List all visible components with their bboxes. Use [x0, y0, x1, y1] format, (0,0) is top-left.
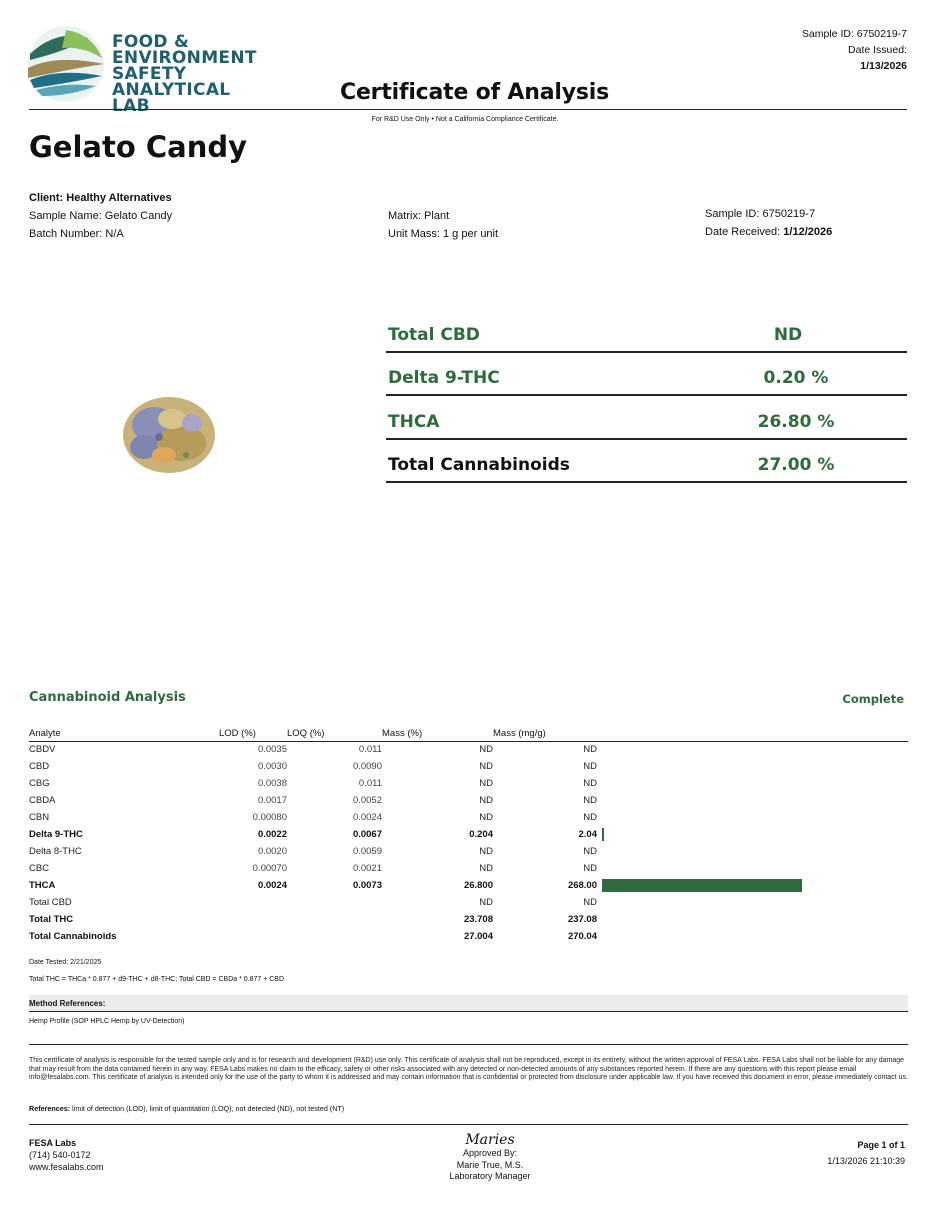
cell-bar — [597, 758, 908, 775]
cell-bar — [597, 877, 908, 894]
date-received: 1/12/2026 — [783, 226, 833, 238]
table-row — [29, 894, 908, 911]
company-website[interactable]: www.fesalabs.com — [29, 1162, 104, 1172]
table-row — [29, 826, 908, 843]
cell-loq: 0.0024 — [352, 812, 382, 823]
cell-loq: 0.0021 — [352, 863, 382, 874]
cell-loq — [287, 911, 382, 928]
cell-mass-mg: ND — [583, 795, 597, 806]
approved-by-label: Approved By: — [462, 1148, 518, 1158]
header-rule — [29, 109, 907, 110]
table-row — [29, 758, 908, 775]
cell-mass-pct: 23.708 — [463, 914, 493, 925]
cell-bar — [597, 860, 908, 877]
document-title: Certificate of Analysis — [340, 80, 609, 105]
cell-mass-pct: ND — [479, 744, 493, 756]
summary-label: Total Cannabinoids — [388, 455, 570, 475]
references-text: limit of detection (LOD), limit of quantitation (LOQ), not detected (ND), not tested (NT) — [72, 1104, 345, 1113]
sample-name: Sample Name: Gelato Candy — [29, 210, 173, 222]
unit-mass: Unit Mass: 1 g per unit — [388, 228, 499, 240]
cell-lod — [219, 911, 287, 928]
date-tested: Date Tested: 2/21/2025 — [29, 959, 102, 966]
cell-mass-pct: ND — [479, 778, 493, 789]
cell-loq: 0.0073 — [352, 880, 382, 891]
info-sample-id: Sample ID: 6750219-7 — [705, 208, 816, 220]
cell-loq — [287, 894, 382, 911]
analysis-title: Cannabinoid Analysis — [29, 690, 186, 705]
company-phone: (714) 540-0172 — [29, 1150, 91, 1160]
cell-bar — [597, 928, 908, 945]
cell-loq: 0.0067 — [352, 829, 382, 840]
cell-lod: 0.0020 — [257, 846, 287, 857]
cell-lod: 0.0022 — [257, 829, 287, 840]
mass-bar — [602, 828, 604, 841]
print-timestamp: 1/13/2026 21:10:39 — [827, 1156, 905, 1166]
cell-bar — [597, 843, 908, 860]
col-mass-mg: Mass (mg/g) — [493, 726, 597, 741]
document-subtitle: For R&D Use Only • Not a California Compliance Certificate. — [371, 116, 559, 123]
table-row — [29, 792, 908, 809]
summary-label: Delta 9-THC — [388, 368, 500, 388]
cell-lod: 0.00070 — [252, 863, 287, 874]
header-date-issued: 1/13/2026 — [860, 60, 907, 72]
cell-analyte: CBN — [29, 812, 50, 823]
table-row — [29, 911, 908, 928]
approver-name: Marie True, M.S. — [456, 1159, 524, 1170]
cell-bar — [597, 809, 908, 826]
cell-analyte: CBDA — [29, 795, 56, 806]
table-row — [29, 741, 908, 758]
cell-mass-mg: ND — [583, 863, 597, 874]
cell-loq: 0.011 — [358, 744, 382, 756]
header-date-issued-label: Date Issued: — [848, 44, 907, 56]
cell-lod: 0.0030 — [257, 761, 287, 772]
cell-mass-pct: ND — [479, 761, 493, 772]
summary-value: 26.80 % — [757, 412, 835, 432]
cell-bar — [597, 894, 908, 911]
cell-lod — [219, 928, 287, 945]
cell-mass-mg: 2.04 — [578, 829, 597, 840]
cell-mass-mg: ND — [583, 812, 597, 823]
cell-lod — [219, 894, 287, 911]
col-analyte: Analyte — [29, 726, 219, 741]
cell-analyte: CBC — [29, 863, 50, 874]
cell-loq: 0.011 — [358, 778, 382, 789]
cell-analyte: Total THC — [29, 914, 74, 925]
cell-analyte: THCA — [29, 880, 56, 891]
disclaimer: This certificate of analysis is responsible for the tested sample only and is for research and development (R&D) use only. This certificate of analysis shall not be reproduced, except in its entirety, without the written approval of FESA Labs. FESA Labs shall not be liable for any damage that may result from the data contained herein in any way. FESA Labs makes no claim to the efficacy, safety or other risks associated with any detected or non-detected amounts of any substances reported herein. If there are any questions with this report please email info@fesalabs.com. This certificate of analysis is intended only for the use of the party to whom it is addressed and may contain information that is confidential or protected from disclosure under applicable law. If you have received this document in error, please immediately contact us. — [29, 1057, 908, 1082]
lab-logo-mark — [26, 24, 106, 104]
footer-rule-top — [29, 1044, 908, 1045]
header-sample-id: Sample ID: 6750219-7 — [801, 28, 907, 40]
cell-analyte: CBG — [29, 778, 50, 789]
signature: Maries — [465, 1132, 515, 1148]
cell-loq — [287, 928, 382, 945]
cell-bar — [597, 826, 908, 843]
method-heading: Method References: — [29, 999, 106, 1008]
cell-bar — [597, 775, 908, 792]
cell-lod: 0.0017 — [257, 795, 287, 806]
cell-lod: 0.0035 — [257, 744, 287, 756]
cell-mass-pct: 27.004 — [463, 931, 493, 942]
cell-mass-pct: 26.800 — [463, 880, 493, 891]
approver-title: Laboratory Manager — [449, 1171, 531, 1181]
logo-line-3: SAFETY — [112, 64, 187, 84]
product-name: Gelato Candy — [29, 130, 248, 164]
table-row — [29, 877, 908, 894]
cell-bar — [597, 741, 908, 758]
table-header — [29, 726, 908, 741]
summary-value: ND — [773, 325, 803, 345]
batch-number: Batch Number: N/A — [29, 228, 124, 240]
summary-label: THCA — [388, 412, 440, 432]
cell-mass-mg: ND — [583, 846, 597, 857]
summary-row-delta9 — [386, 352, 907, 396]
logo-line-1: FOOD & — [112, 32, 190, 52]
product-photo — [114, 385, 224, 485]
summary-label: Total CBD — [388, 325, 480, 345]
cell-mass-mg: 237.08 — [567, 914, 597, 925]
col-mass-pct: Mass (%) — [382, 726, 493, 741]
table-row — [29, 843, 908, 860]
cell-mass-pct: 0.204 — [469, 829, 493, 840]
cell-analyte: Delta 8-THC — [29, 846, 82, 857]
summary-row-thca — [386, 396, 907, 440]
cell-analyte: CBDV — [29, 744, 56, 756]
method-text: Hemp Profile (SOP HPLC Hemp by UV-Detection) — [29, 1018, 185, 1025]
cell-mass-mg: ND — [583, 897, 597, 908]
cell-mass-mg: 268.00 — [567, 880, 597, 891]
method-references-bar — [29, 995, 908, 1012]
matrix: Matrix: Plant — [388, 210, 450, 222]
table-row — [29, 809, 908, 826]
cell-mass-pct: ND — [479, 812, 493, 823]
footer-rule-bottom — [29, 1124, 908, 1125]
cell-analyte: Total CBD — [29, 897, 72, 908]
cell-mass-mg: ND — [583, 744, 597, 756]
references-label: References: — [29, 1104, 71, 1113]
summary-row-total-cannabinoids — [386, 439, 907, 483]
cell-analyte: Total Cannabinoids — [29, 931, 117, 942]
client-name: Client: Healthy Alternatives — [29, 192, 172, 204]
analysis-status: Complete — [842, 692, 904, 706]
cell-mass-mg: 270.04 — [567, 931, 597, 942]
col-bar — [597, 726, 908, 741]
table-row — [29, 928, 908, 945]
table-row — [29, 860, 908, 877]
cell-mass-pct: ND — [479, 846, 493, 857]
cell-bar — [597, 911, 908, 928]
mass-bar — [602, 879, 802, 892]
cell-loq: 0.0059 — [352, 846, 382, 857]
cell-analyte: CBD — [29, 761, 50, 772]
lab-logo — [26, 24, 257, 116]
cell-mass-mg: ND — [583, 761, 597, 772]
logo-line-2: ENVIRONMENT — [112, 48, 257, 68]
table-row — [29, 775, 908, 792]
summary-value: 27.00 % — [757, 455, 835, 475]
summary-row-total-cbd — [386, 309, 907, 353]
company-name: FESA Labs — [29, 1138, 77, 1148]
cell-analyte: Delta 9-THC — [29, 829, 83, 840]
cell-bar — [597, 792, 908, 809]
date-received-label: Date Received: — [705, 226, 781, 238]
cell-mass-mg: ND — [583, 778, 597, 789]
cannabinoid-table — [29, 726, 908, 945]
cell-lod: 0.00080 — [252, 812, 287, 823]
cell-mass-pct: ND — [479, 897, 493, 908]
total-formula: Total THC = THCa * 0.877 + d9-THC + d8-THC; Total CBD = CBDa * 0.877 + CBD — [29, 976, 285, 983]
logo-line-4: ANALYTICAL LAB — [112, 80, 231, 116]
cell-loq: 0.0090 — [352, 761, 382, 772]
cell-mass-pct: ND — [479, 863, 493, 874]
page-number: Page 1 of 1 — [857, 1140, 905, 1150]
cell-loq: 0.0052 — [352, 795, 382, 806]
cell-lod: 0.0024 — [257, 880, 287, 891]
col-lod: LOD (%) — [219, 726, 287, 741]
cell-lod: 0.0038 — [257, 778, 287, 789]
col-loq: LOQ (%) — [287, 726, 382, 741]
summary-value: 0.20 % — [763, 368, 829, 388]
cell-mass-pct: ND — [479, 795, 493, 806]
